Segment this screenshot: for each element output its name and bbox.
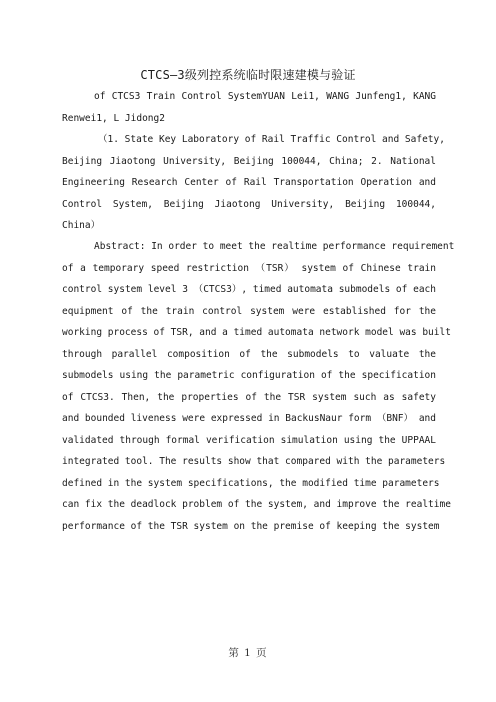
affiliation-line: Beijing Jiaotong University, Beijing 100044, China; 2. National — [62, 155, 436, 167]
abstract-line: submodels using the parametric configuration of the specification — [62, 370, 436, 381]
abstract-line: through parallel composition of the submodels to valuate the — [62, 348, 436, 360]
abstract-line: integrated tool. The results show that compared with the parameters — [62, 456, 446, 467]
abstract-line: Abstract: In order to meet the realtime performance requirement — [94, 241, 455, 252]
abstract-line: validated through formal verification simulation using the UPPAAL — [62, 434, 436, 446]
affiliation-line: Control System, Beijing Jiaotong University, Beijing 100044, — [62, 198, 436, 210]
affiliation-line: （1. State Key Laboratory of Rail Traffic Control and Safety, — [98, 134, 445, 145]
abstract-line: control system level 3 （CTCS3）, timed automata submodels of each — [62, 284, 436, 295]
abstract-line: of CTCS3. Then, the properties of the TSR system such as safety — [62, 391, 436, 403]
abstract-line: can fix the deadlock problem of the system, and improve the realtime — [62, 499, 451, 510]
document-title: CTCS—3级列控系统临时限速建模与验证 — [140, 68, 356, 82]
page-number-footer: 第 1 页 — [228, 647, 268, 659]
abstract-line: defined in the system specifications, the modified time parameters — [62, 477, 440, 489]
author-line: of CTCS3 Train Control SystemYUAN Lei1, WANG Junfeng1, KANG — [94, 91, 436, 102]
author-block — [62, 86, 436, 129]
abstract-line: equipment of the train control system were established for the — [62, 305, 436, 317]
abstract-line: of a temporary speed restriction （TSR） system of Chinese train — [62, 262, 436, 274]
affiliation-line: China） — [62, 220, 101, 231]
abstract-block — [62, 236, 455, 537]
abstract-line: and bounded liveness were expressed in BackusNaur form （BNF） and — [62, 413, 436, 424]
affiliation-block — [62, 129, 445, 237]
author-line: Renwei1, L Jidong2 — [62, 112, 165, 124]
affiliation-line: Engineering Research Center of Rail Transportation Operation and — [62, 177, 436, 188]
abstract-line: performance of the TSR system on the premise of keeping the system — [62, 520, 440, 532]
abstract-line: working process of TSR, and a timed automata network model was built — [62, 327, 451, 338]
